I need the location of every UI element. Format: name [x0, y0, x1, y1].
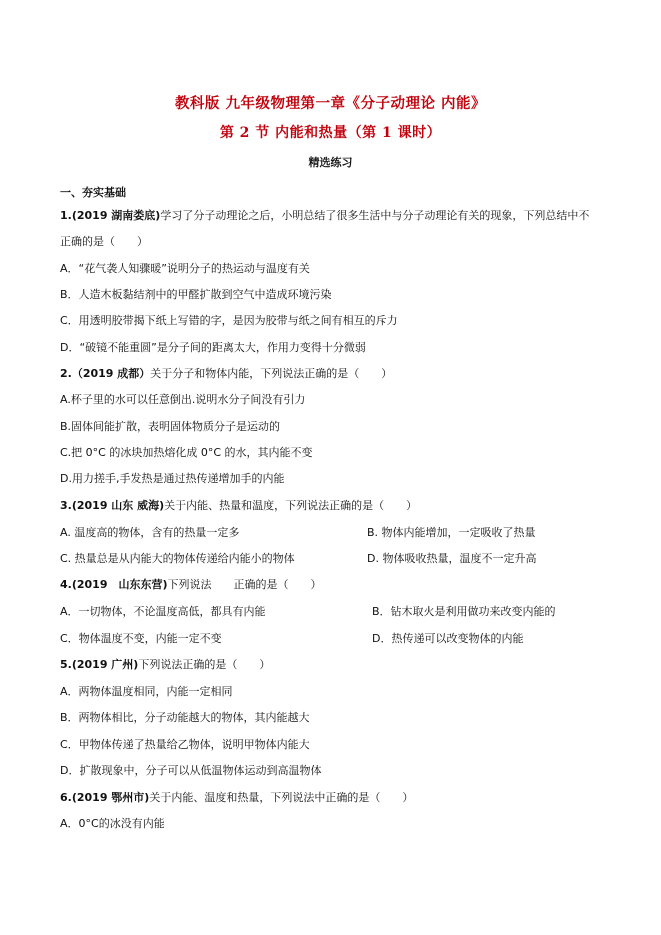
option: B.固体间能扩散，表明固体物质分子是运动的 — [60, 420, 281, 433]
document-title: 教科版 九年级物理第一章《分子动理论 内能》 — [174, 95, 487, 112]
option: C．物体温度不变，内能一定不变 — [60, 632, 222, 645]
question-3 — [60, 499, 417, 513]
option: D.用力搓手,手发热是通过热传递增加手的内能 — [60, 472, 285, 485]
question-number: 4.(2019 山东东营) — [60, 578, 168, 591]
option: A．一切物体，不论温度高低，都具有内能 — [60, 605, 266, 618]
option: A．两物体温度相同，内能一定相同 — [60, 685, 233, 698]
question-6 — [60, 791, 413, 805]
question-number: 6.(2019 鄂州市) — [60, 791, 150, 804]
option: B．两物体相比，分子动能越大的物体，其内能越大 — [60, 711, 310, 724]
option: C. 热量总是从内能大的物体传递给内能小的物体 — [60, 552, 295, 565]
option: D．扩散现象中，分子可以从低温物体运动到高温物体 — [60, 764, 322, 777]
question-4 — [60, 578, 322, 592]
option: A. 温度高的物体，含有的热量一定多 — [60, 526, 240, 539]
question-number: 1.(2019 湖南娄底) — [60, 209, 161, 222]
question-number: 2.（2019 成都） — [60, 367, 151, 380]
option: A.杯子里的水可以任意倒出.说明水分子间没有引力 — [60, 393, 306, 406]
section-heading: 一、夯实基础 — [60, 186, 126, 199]
question-5 — [60, 658, 270, 672]
option: D. 物体吸收热量，温度不一定升高 — [367, 552, 537, 565]
question-1 — [60, 209, 589, 223]
document-subtitle: 第 2 节 内能和热量（第 1 课时） — [219, 125, 442, 141]
option: A．0°C的冰没有内能 — [60, 817, 165, 830]
question-stem: 关于分子和物体内能，下列说法正确的是（ ） — [150, 367, 393, 380]
question-stem: 关于内能、温度和热量，下列说法中正确的是（ ） — [149, 791, 414, 804]
question-stem: 下列说法正确的是（ ） — [138, 658, 271, 671]
question-number: 5.(2019 广州) — [60, 658, 139, 671]
option: B．人造木板黏结剂中的甲醛扩散到空气中造成环境污染 — [60, 288, 332, 301]
option: D．热传递可以改变物体的内能 — [372, 632, 524, 645]
option: C．用透明胶带揭下纸上写错的字，是因为胶带与纸之间有相互的斥力 — [60, 314, 398, 327]
exercise-label: 精选练习 — [308, 156, 353, 169]
question-stem-continued: 正确的是（ ） — [60, 235, 148, 248]
option: B. 物体内能增加，一定吸收了热量 — [367, 526, 536, 539]
option: D．“破镜不能重圆”是分子间的距离太大，作用力变得十分微弱 — [60, 341, 366, 354]
option: C.把 0°C 的冰块加热熔化成 0°C 的水，其内能不变 — [60, 446, 313, 459]
question-stem: 学习了分子动理论之后，小明总结了很多生活中与分子动理论有关的现象，下列总结中不 — [160, 209, 590, 222]
question-stem: 关于内能、热量和温度，下列说法正确的是（ ） — [164, 499, 418, 512]
option: A．“花气袭人知骤暖”说明分子的热运动与温度有关 — [60, 262, 310, 275]
option: B．钻木取火是利用做功来改变内能的 — [372, 605, 556, 618]
question-number: 3.(2019 山东 威海) — [60, 499, 165, 512]
question-2 — [60, 367, 392, 381]
question-stem: 下列说法 正确的是（ ） — [167, 578, 322, 591]
option: C．甲物体传递了热量给乙物体，说明甲物体内能大 — [60, 738, 310, 751]
